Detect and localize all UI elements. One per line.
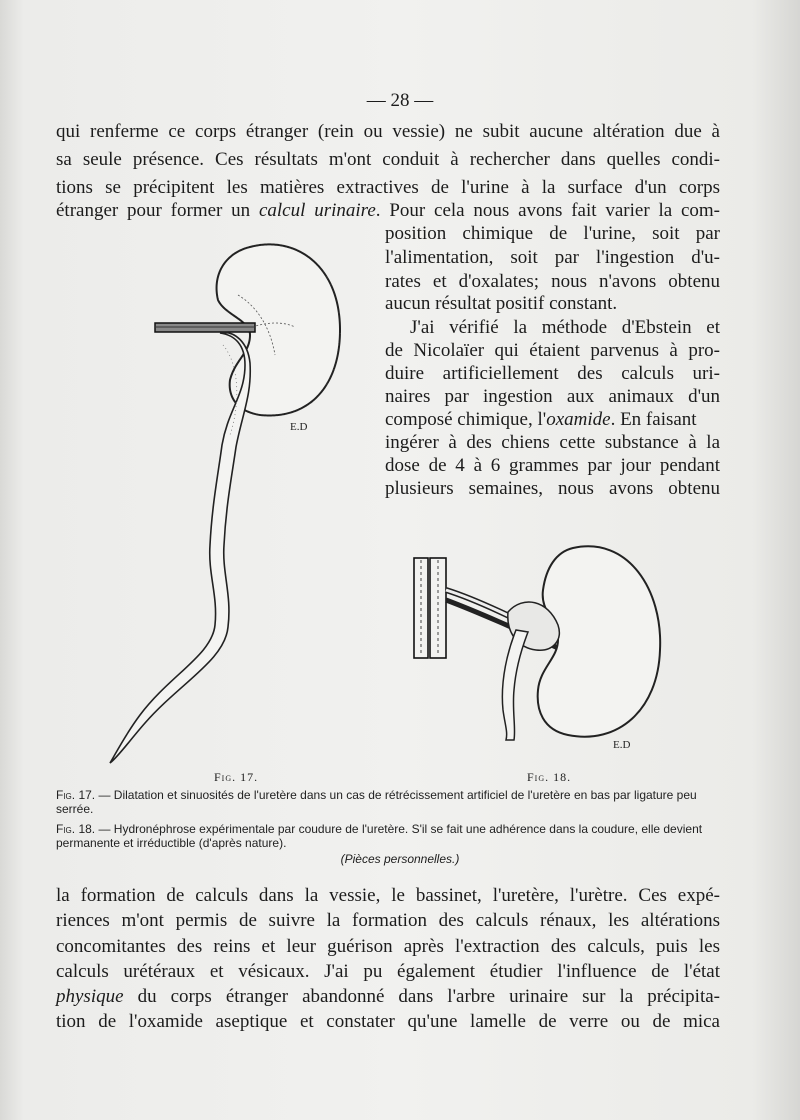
body-line: composé chimique, l'oxamide. En faisant xyxy=(385,409,697,430)
body-line: position chimique de l'urine, soit par xyxy=(385,223,720,244)
figure-17-label: Fig. 17. xyxy=(214,770,259,784)
page-number: — 28 — xyxy=(366,90,434,111)
figure-17-caption: Fig. 17. — Dilatation et sinuosités de l'uretère dans un cas de rétrécissement artificiel de l'uretère en bas par ligature peu serrée. xyxy=(56,788,697,816)
body-line: tions se précipitent les matières extractives de l'urine à la surface d'un corps xyxy=(56,177,720,198)
italic-term: physique xyxy=(56,986,124,1007)
body-line: la formation de calculs dans la vessie, le bassinet, l'uretère, l'urètre. Ces expé- xyxy=(56,885,720,906)
body-line: l'alimentation, soit par l'ingestion d'u- xyxy=(385,247,720,268)
ureter-outline xyxy=(110,333,250,763)
figure-17-illustration xyxy=(100,235,360,770)
italic-term: oxamide xyxy=(546,409,611,430)
body-line: qui renferme ce corps étranger (rein ou vessie) ne subit aucune altération due à xyxy=(56,121,720,142)
body-line: concomitantes des reins et leur guérison après l'extraction des calculs, puis les xyxy=(56,936,720,957)
body-line: physique du corps étranger abandonné dans l'arbre urinaire sur la précipita- xyxy=(56,986,720,1007)
artist-signature: E.D xyxy=(613,739,631,751)
body-line: étranger pour former un calcul urinaire. Pour cela nous avons fait varier la com- xyxy=(56,200,721,221)
body-line: dose de 4 à 6 grammes par jour pendant xyxy=(385,455,720,476)
body-line: sa seule présence. Ces résultats m'ont conduit à rechercher dans quelles condi- xyxy=(56,149,720,170)
body-line: tion de l'oxamide aseptique et constater qu'une lamelle de verre ou de mica xyxy=(56,1011,720,1032)
body-line: aucun résultat positif constant. xyxy=(385,293,618,314)
body-line: ingérer à des chiens cette substance à la xyxy=(385,432,720,453)
body-line: de Nicolaïer qui étaient parvenus à pro- xyxy=(385,340,720,361)
figure-18-caption: Fig. 18. — Hydronéphrose expérimentale par coudure de l'uretère. S'il se fait une adhérence dans la coudure, elle devient permanente et irréductible (d'après nature). xyxy=(56,822,703,850)
body-line: naires par ingestion aux animaux d'un xyxy=(385,386,720,407)
figure-18-illustration xyxy=(408,540,668,760)
figure-18-label: Fig. 18. xyxy=(527,770,572,784)
artist-signature: E.D xyxy=(290,421,308,433)
body-line: J'ai vérifié la méthode d'Ebstein et xyxy=(410,317,720,338)
body-line: riences m'ont permis de suivre la formation des calculs rénaux, les altérations xyxy=(56,910,720,931)
body-line: plusieurs semaines, nous avons obtenu xyxy=(385,478,720,499)
body-line: duire artificiellement des calculs uri- xyxy=(385,363,720,384)
body-line: rates et d'oxalates; nous n'avons obtenu xyxy=(385,271,720,292)
figure-credit: (Pièces personnelles.) xyxy=(340,852,460,866)
body-line: calculs urétéraux et vésicaux. J'ai pu également étudier l'influence de l'état xyxy=(56,961,720,982)
italic-term: calcul urinaire xyxy=(258,200,376,221)
